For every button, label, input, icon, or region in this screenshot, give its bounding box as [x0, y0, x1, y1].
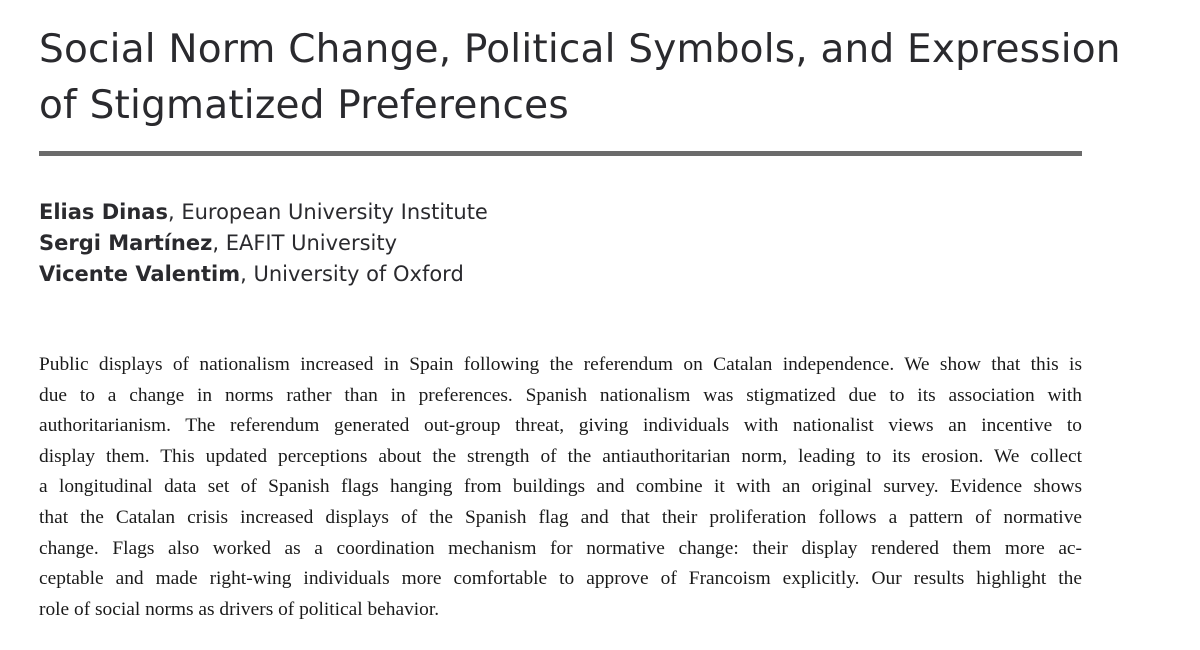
author-affiliation: , European University Institute — [167, 200, 488, 224]
author-name: Elias Dinas — [39, 200, 168, 224]
abstract-line: display them. This updated perceptions about the strength of the antiauthoritarian norm, leading to its erosion. We collect — [39, 445, 1082, 467]
author-entry — [39, 197, 488, 228]
title-divider — [39, 151, 1082, 156]
abstract-line: that the Catalan crisis increased displays of the Spanish flag and that their proliferation follows a pattern of normative — [39, 506, 1082, 528]
author-list — [39, 197, 488, 290]
abstract-line: role of social norms as drivers of political behavior. — [39, 598, 440, 620]
abstract-line: Public displays of nationalism increased in Spain following the referendum on Catalan independence. We show that this is — [39, 354, 1082, 375]
paper-page — [39, 0, 1189, 650]
abstract-line: a longitudinal data set of Spanish flags hanging from buildings and combine it with an original survey. Evidence shows — [39, 476, 1082, 498]
author-affiliation: , EAFIT University — [212, 231, 398, 255]
author-name: Vicente Valentim — [39, 262, 241, 286]
author-affiliation: , University of Oxford — [240, 262, 464, 286]
abstract — [39, 350, 1082, 625]
author-name: Sergi Martínez — [39, 231, 213, 255]
title-line: Social Norm Change, Political Symbols, and Expression — [39, 27, 1121, 72]
abstract-line: authoritarianism. The referendum generated out-group threat, giving individuals with nationalist views an incentive to — [39, 415, 1082, 437]
abstract-line: ceptable and made right-wing individuals more comfortable to approve of Francoism explicitly. Our results highlight the — [39, 568, 1082, 590]
author-entry — [39, 259, 488, 290]
paper-title — [39, 0, 1189, 134]
abstract-line: change. Flags also worked as a coordination mechanism for normative change: their display rendered them more ac- — [39, 537, 1082, 559]
abstract-line: due to a change in norms rather than in preferences. Spanish nationalism was stigmatized due to its association with — [39, 384, 1082, 406]
author-entry — [39, 228, 488, 259]
title-line: of Stigmatized Preferences — [39, 83, 569, 128]
